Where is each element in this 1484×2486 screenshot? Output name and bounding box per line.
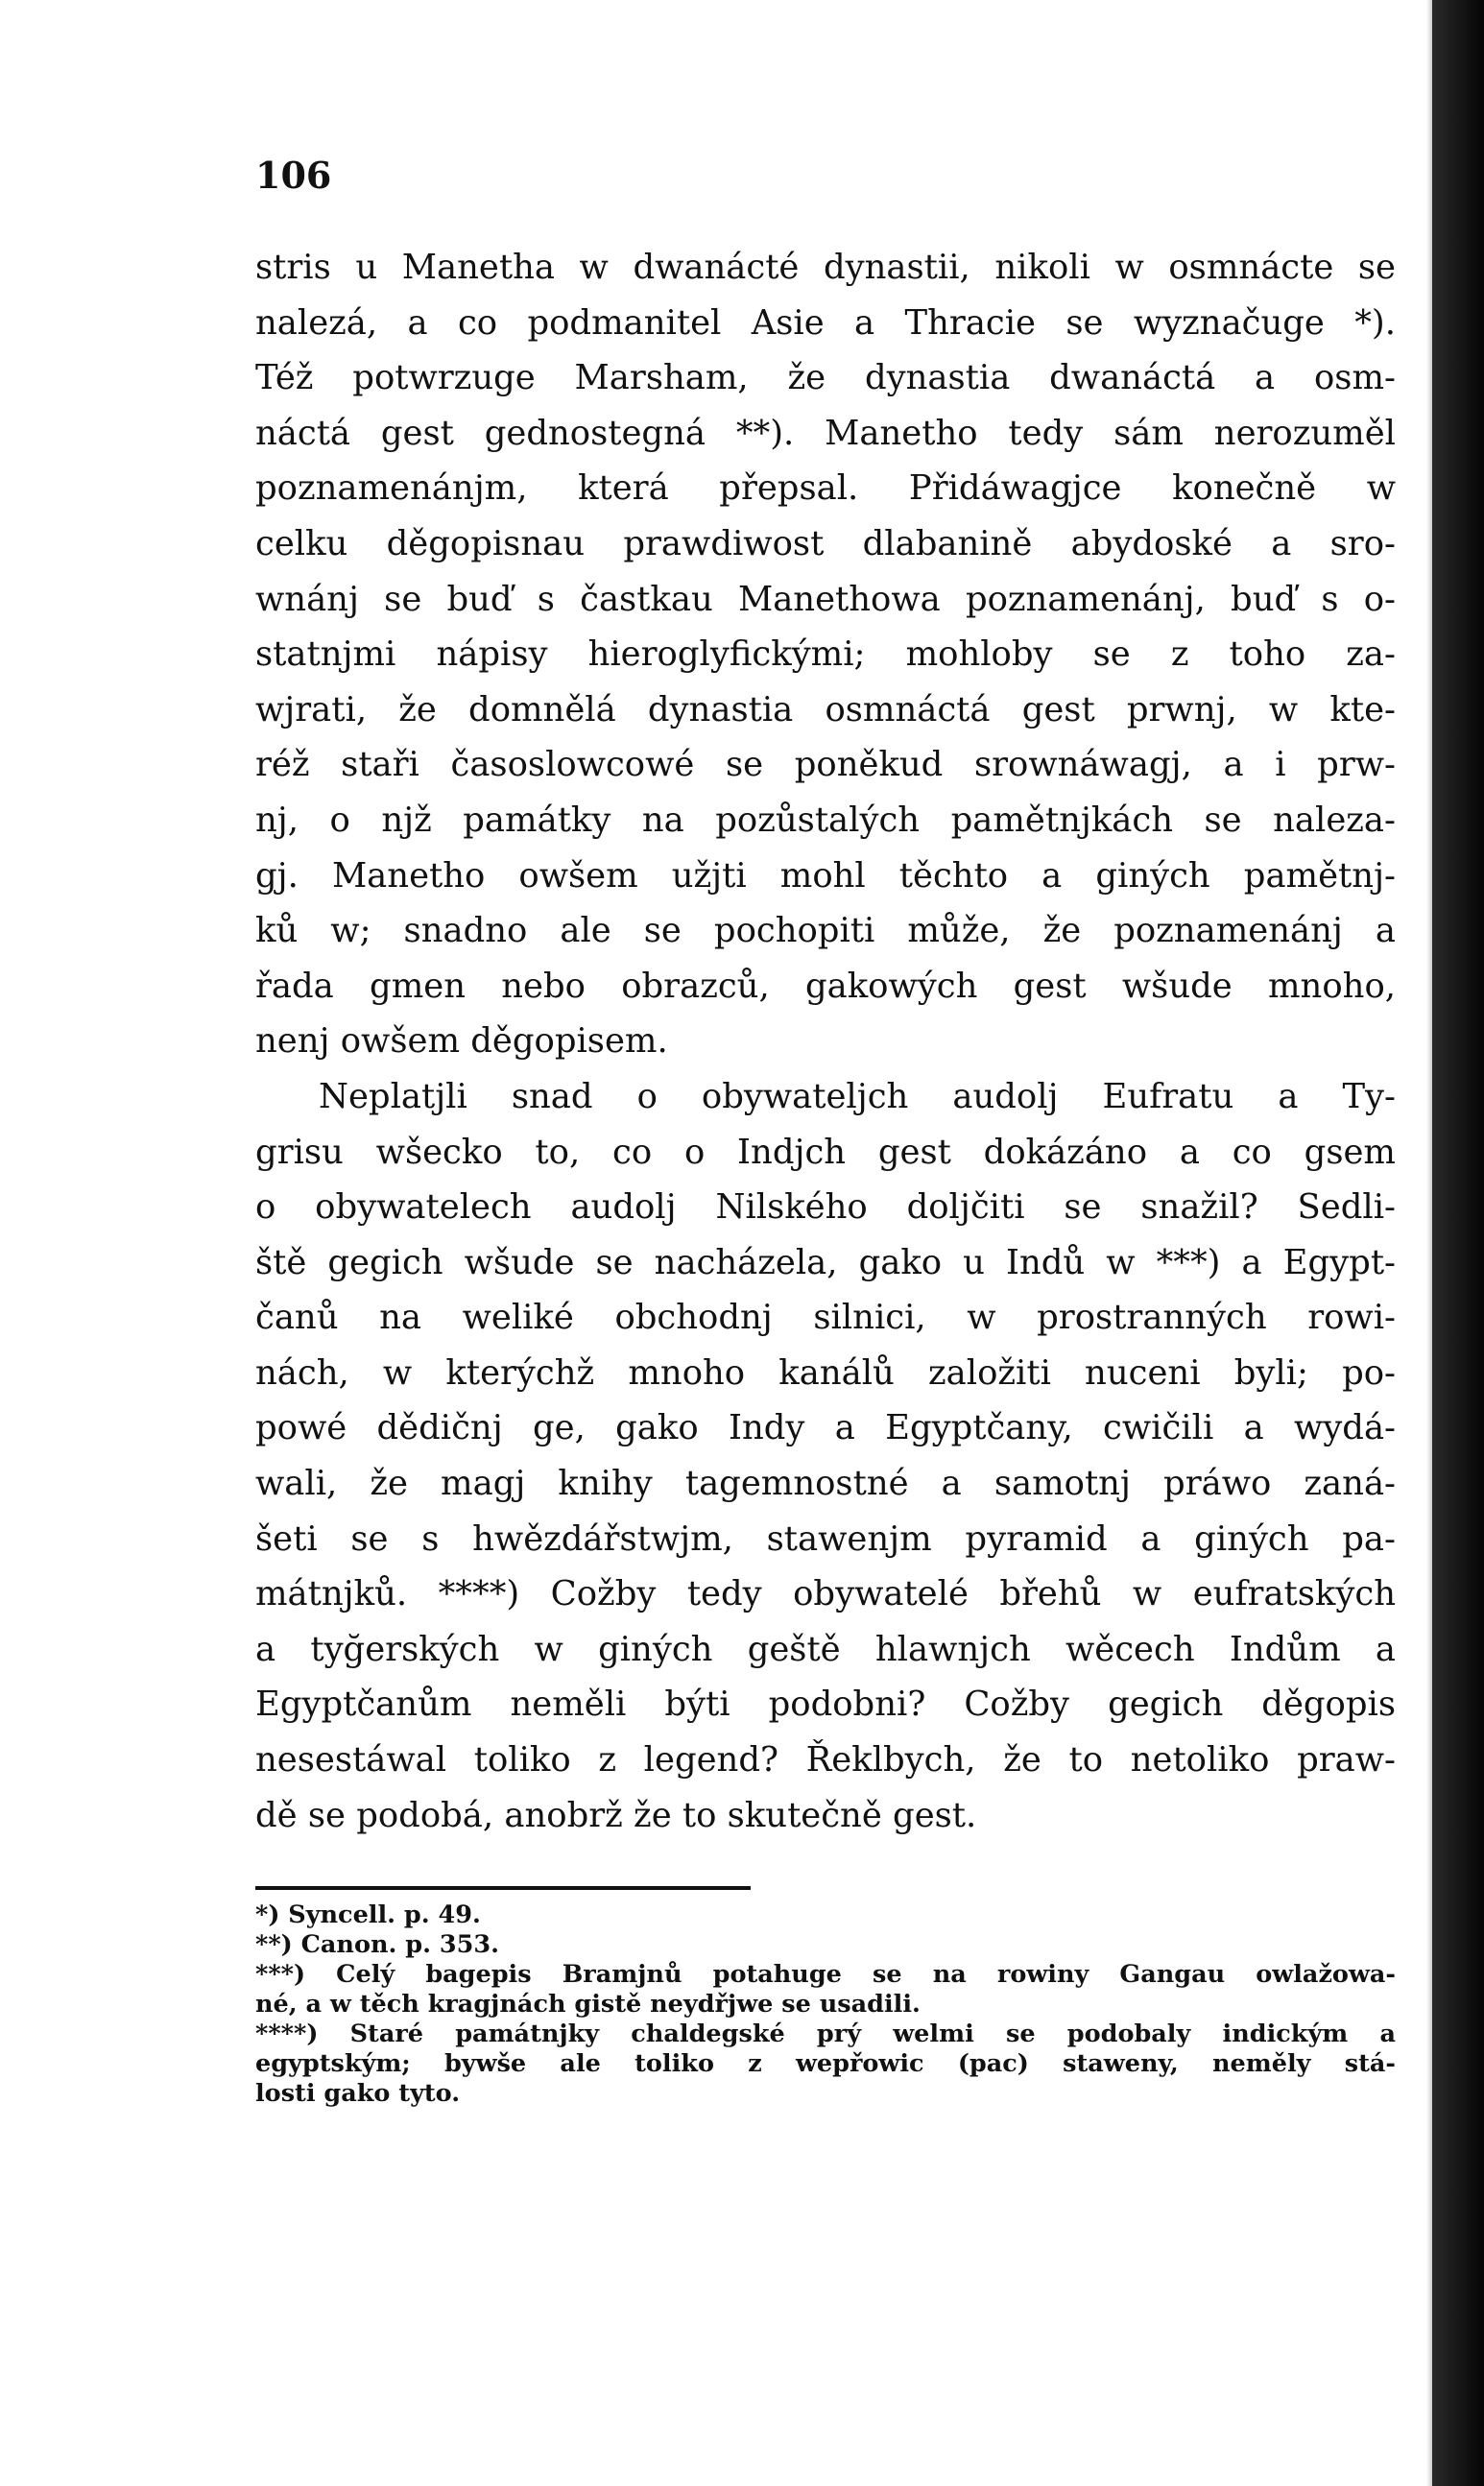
text-line: nalezá, a co podmanitel Asie a Thracie se wyznačuge *). [255, 302, 1396, 343]
footnote-line: egyptským; bywše ale toliko z wepřowic (pac) staweny, neměly stá- [255, 2049, 1396, 2078]
text-line: šeti se s hwězdářstwjm, stawenjm pyramid a giných pa- [255, 1518, 1396, 1559]
text-line: dě se podobá, anobrž že to skutečně gest. [255, 1795, 977, 1835]
text-line: řada gmen nebo obrazců, gakowých gest wšude mnoho, [255, 966, 1396, 1006]
footnote-line: *) Syncell. p. 49. [255, 1900, 481, 1929]
text-line: nenj owšem děgopisem. [255, 1021, 668, 1062]
footnote-line: ****) Staré památnjky chaldegské prý welmi se podobaly indickým a [255, 2020, 1396, 2048]
footnotes [255, 1900, 1396, 2109]
text-line: gj. Manetho owšem užjti mohl těchto a giných pamětnj- [255, 855, 1396, 896]
text-line: a tyğerských w giných geště hlawnjch wěcech Indům a [255, 1629, 1396, 1669]
text-line: o obywatelech audolj Nilského doljčiti se snažil? Sedli- [255, 1187, 1396, 1228]
text-line: Neplatjli snad o obywateljch audolj Eufratu a Ty- [319, 1076, 1396, 1116]
footnote-line: **) Canon. p. 353. [255, 1930, 499, 1959]
text-line: náctá gest gednostegná **). Manetho tedy sám nerozuměl [255, 413, 1396, 453]
text-line: nesestáwal toliko z legend? Řeklbych, že to netoliko praw- [255, 1740, 1396, 1781]
text-line: celku děgopisnau prawdiwost dlabanině abydoské a sro- [255, 523, 1396, 563]
text-line: čanů na weliké obchodnj silnici, w prostranných rowi- [255, 1298, 1396, 1338]
page-number: 106 [255, 154, 332, 197]
text-line: ků w; snadno ale se pochopiti může, že poznamenánj a [255, 911, 1396, 951]
text-line: ště gegich wšude se nacházela, gako u Indů w ***) a Egypt- [255, 1242, 1396, 1282]
text-line: stris u Manetha w dwanácté dynastii, nikoli w osmnácte se [255, 248, 1396, 287]
text-line: wnánj se buď s častkau Manethowa poznamenánj, buď s o- [255, 579, 1396, 619]
text-line: Egyptčanům neměli býti podobni? Cožby gegich děgopis [255, 1685, 1396, 1725]
text-line: wjrati, že domnělá dynastia osmnáctá gest prwnj, w kte- [255, 689, 1396, 729]
footnote-line: losti gako tyto. [255, 2079, 461, 2108]
text-line: statnjmi nápisy hieroglyfickými; mohloby se z toho za- [255, 634, 1396, 675]
text-line: grisu wšecko to, co o Indjch gest dokázáno a co gsem [255, 1132, 1396, 1172]
footnote-line: né, a w těch kragjnách gistě neydřjwe se usadili. [255, 1990, 921, 2019]
footnote-divider [255, 1886, 751, 1890]
body-text [255, 240, 1396, 1843]
text-line: réž staři časoslowcowé se poněkud srownáwagj, a i prw- [255, 745, 1396, 785]
text-line: wali, že magj knihy tagemnostné a samotnj práwo zaná- [255, 1464, 1396, 1504]
text-line: Též potwrzuge Marsham, že dynastia dwanáctá a osm- [255, 358, 1396, 398]
text-line: poznamenánjm, která přepsal. Přidáwagjce konečně w [255, 468, 1396, 509]
text-line: nj, o njž památky na pozůstalých pamětnjkách se naleza- [255, 800, 1396, 840]
text-line: nách, w kterýchž mnoho kanálů založiti nuceni byli; po- [255, 1352, 1396, 1393]
scan-border [1432, 0, 1484, 2486]
text-line: powé dědičnj ge, gako Indy a Egyptčany, cwičili a wydá- [255, 1408, 1396, 1448]
footnote-line: ***) Celý bagepis Bramjnů potahuge se na rowiny Gangau owlažowa- [255, 1960, 1396, 1989]
text-line: mátnjků. ****) Cožby tedy obywatelé břehů w eufratských [255, 1574, 1396, 1614]
